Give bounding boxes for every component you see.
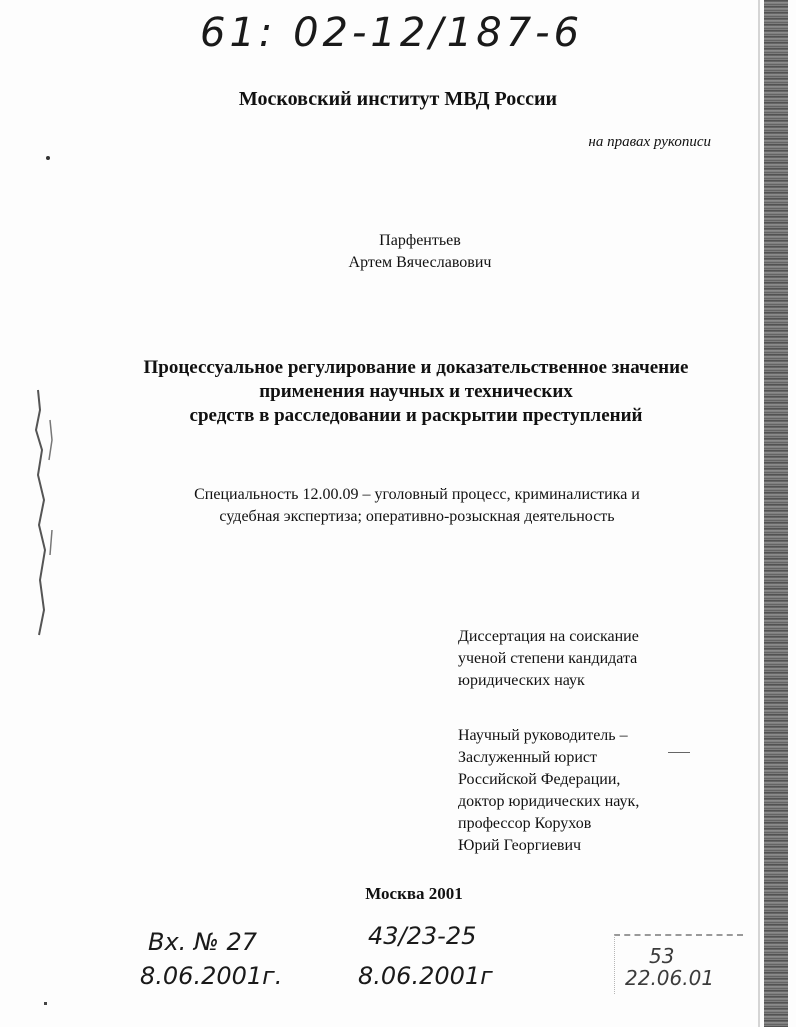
- title-line-1: Процессуальное регулирование и доказательственное значение: [143, 357, 689, 378]
- dissertation-block: [458, 626, 639, 692]
- author-name: Артем Вячеславович: [348, 254, 492, 271]
- library-stamp: [614, 934, 743, 994]
- dissertation-line: Диссертация на соискание: [458, 628, 639, 645]
- supervisor-block: [458, 725, 639, 857]
- stray-mark: [46, 156, 50, 160]
- supervisor-line: доктор юридических наук,: [458, 793, 640, 810]
- title-line-3: средств в расследовании и раскрытии преступлений: [189, 405, 643, 426]
- supervisor-line: Заслуженный юрист: [458, 749, 597, 766]
- institute-name: Московский институт МВД России: [238, 88, 558, 110]
- stray-mark: [668, 752, 690, 753]
- handwritten-registry-number: 43/23-25: [368, 922, 477, 950]
- library-stamp-date: 22.06.01: [625, 966, 715, 990]
- handwritten-registry-date: 8.06.2001г: [358, 962, 493, 990]
- supervisor-line: Научный руководитель –: [458, 727, 628, 744]
- supervisor-line: профессор Корухов: [458, 815, 592, 832]
- handwritten-archive-code: 61: 02-12/187-6: [200, 10, 584, 56]
- supervisor-line: Российской Федерации,: [458, 771, 621, 788]
- handwritten-entry-date: 8.06.2001г.: [140, 962, 283, 990]
- manuscript-rights-note: на правах рукописи: [588, 134, 711, 150]
- library-stamp-number: 53: [649, 944, 675, 968]
- city-year: Москва 2001: [365, 884, 463, 903]
- specialty-line-2: судебная экспертиза; оперативно-розыскная деятельность: [219, 508, 615, 525]
- supervisor-line: Юрий Георгиевич: [458, 837, 582, 854]
- author-surname: Парфентьев: [379, 232, 461, 249]
- handwritten-entry-number: Вх. № 27: [148, 928, 258, 956]
- title-line-2: применения научных и технических: [259, 381, 573, 402]
- dissertation-line: юридических наук: [458, 672, 585, 689]
- stray-mark: [44, 1002, 47, 1005]
- specialty-line-1: Специальность 12.00.09 – уголовный процесс, криминалистика и: [194, 486, 640, 503]
- dissertation-line: ученой степени кандидата: [458, 650, 638, 667]
